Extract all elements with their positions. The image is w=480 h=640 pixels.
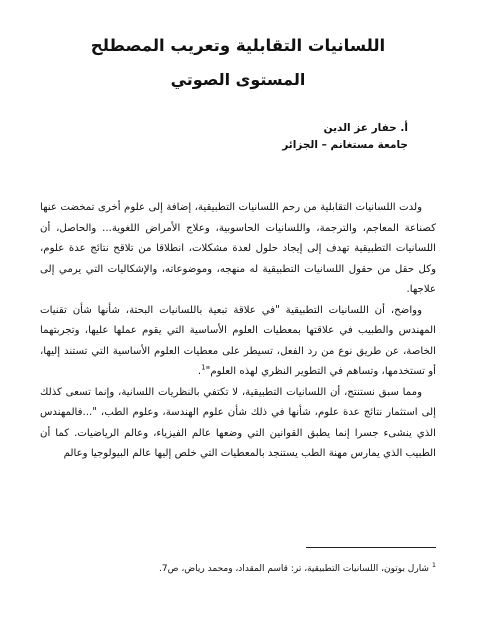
paragraph-3 [40,383,436,465]
footnote-text: شارل بوتون، اللسانيات التطبيقية، تر: قاسم المقداد، ومحمد رياض، ص7. [159,564,429,574]
author-affiliation: جامعة مستغانم – الجزائر [282,139,408,151]
document-title: اللسانيات التقابلية وتعريب المصطلح [90,36,386,55]
sentence-end-period: . [197,366,202,377]
paragraph-text: ولدت اللسانيات التقابلية من رحم اللسانيات التطبيقية، إضافة إلى علوم أخرى تمخضت عنها كصناعة المعاجم، والترجمة، واللسانيات الحاسوبية، وعلاج الأمراض اللغوية... والحاصل، أن اللسانيات التطبيقية تهدف إلى إيجاد حلول لعدة مشكلات، انطلاقا من تلاقح نتائج عدة علوم، وكل حقل من حقول اللسانيات التطبيقية له منهجه، وموضوعاته، والإشكاليات التي يرمي إلى علاجها. [40,202,436,295]
footnote-number: 1 [431,561,436,569]
footnote-ref: 1 [201,363,206,372]
footnote-separator [306,547,436,548]
author-name: أ. حفار عز الدين [323,122,408,134]
paragraph-text: ومما سبق نستنتج، أن اللسانيات التطبيقية، لا تكتفي بالنظريات اللسانية، وإنما تسعى كذلك إلى استثمار نتائج عدة علوم، شأنها في ذلك شأن علوم الهندسة، وعلوم الطب، "...فالمهندس الذي ينشىء جسرا إنما يطبق القوانين التي وضعها عالم الفيزياء، وعالم الرياضيات. كما أن الطبيب الذي يمارس مهنة الطب يستنجد بالمعطيات التي خلص إليها عالم البيولوجيا وعالم [40,386,436,459]
paragraph-1 [40,198,436,301]
document-subtitle: المستوى الصوتي [170,70,306,89]
footnote [40,558,436,576]
author-block [40,120,436,154]
body-text [40,198,436,465]
paragraph-2 [40,301,436,383]
paragraph-text: وواضح، أن اللسانيات التطبيقية "في علاقة تبعية باللسانيات البحتة، شأنها شأن تقنيات المهندس والطبيب في علاقتها بمعطيات العلوم الأساسية التي يقوم عملها عليها، وتجربتهما الخاصة، عن طريق نوع من رد الفعل، تسيطر على معطيات العلوم الأساسية التي تستند إليها، أو تستخدمها، وتساهم في التطوير النظري لهذه العلوم" [40,304,436,377]
